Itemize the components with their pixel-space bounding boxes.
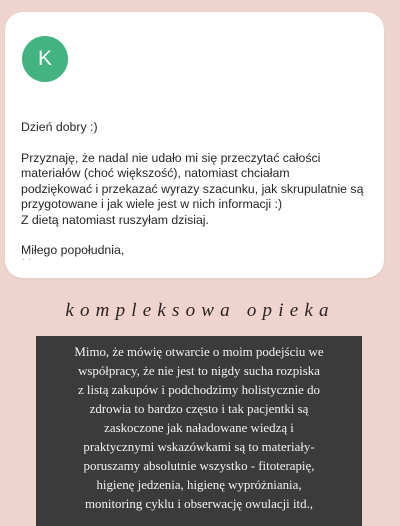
- text-panel-line: praktycznymi wskazówkami są to materiały-: [83, 440, 315, 454]
- text-panel-body: [38, 343, 360, 514]
- email-paragraph: [21, 151, 373, 229]
- text-panel-line: współpracy, że nie jest to nigdy sucha rozpiska: [78, 364, 320, 378]
- email-body: [21, 120, 373, 259]
- text-panel-line: monitoring cyklu i obserwację owulacji itd.,: [84, 497, 314, 511]
- email-paragraph-line: przygotowane i jak wiele jest w nich informacji :): [21, 197, 283, 211]
- text-panel-line: zdrowia to bardzo często i tak pacjentki są: [89, 402, 309, 416]
- text-panel-line: z listą zakupów i podchodzimy holistycznie do: [77, 383, 320, 397]
- email-paragraph-line: materiałów (choć większość), natomiast chciałam: [21, 166, 290, 180]
- text-panel-line: poruszamy absolutnie wszystko - fitoterapię,: [83, 459, 315, 473]
- text-panel-line: zaskoczone jak naładowane wiedzą i: [104, 421, 294, 435]
- signature-dots: · ·: [22, 254, 32, 265]
- text-panel-line: higienę jedzenia, higienę wypróżniania,: [96, 478, 302, 492]
- email-greeting: Dzień dobry :): [21, 120, 98, 134]
- section-heading: kompleksowa opieka: [65, 300, 335, 321]
- sender-avatar[interactable]: K: [22, 36, 68, 82]
- email-paragraph-line: podziękować i przekazać wyrazy szacunku, jak skrupulatnie są: [21, 181, 364, 196]
- email-paragraph-line: Z dietą natomiast ruszyłam dzisiaj.: [21, 212, 209, 227]
- email-paragraph-line: Przyznaję, że nadal nie udało mi się przeczytać całości: [21, 150, 321, 165]
- text-panel-line: Mimo, że mówię otwarcie o moim podejściu we: [74, 345, 324, 359]
- email-closing: Miłego popołudnia,: [21, 243, 125, 257]
- email-card: [5, 12, 384, 278]
